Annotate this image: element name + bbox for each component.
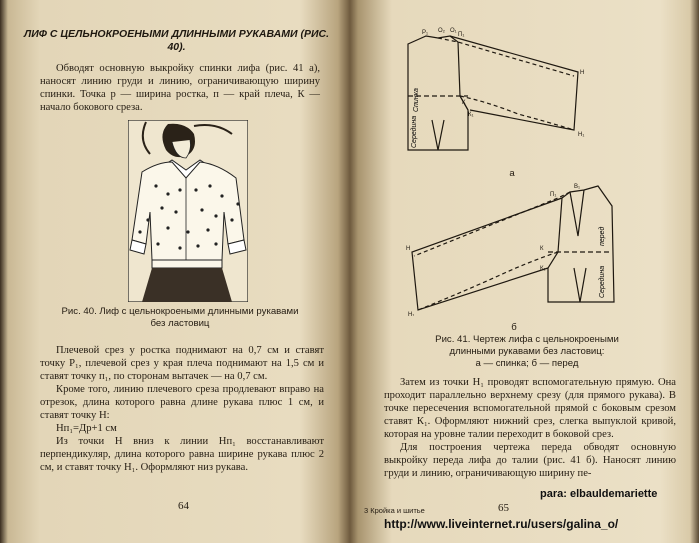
left-page [18,0,333,543]
svg-text:К₁: К₁ [540,266,546,272]
fig-a-letter: а [509,168,515,179]
formula: Нп₁=Др+1 см [56,423,117,434]
body-text-right [384,376,676,480]
figure-40-caption [30,306,330,330]
page-footer: 3 Кройка и шитье [364,506,425,515]
watermark-url: http://www.liveinternet.ru/users/galina_o/ [384,517,619,531]
svg-text:Н₁: Н₁ [578,132,585,138]
svg-text:П₁: П₁ [550,192,557,198]
watermark-credit: para: elbauldemariette [540,488,658,500]
section-heading: ЛИФ С ЦЕЛЬНОКРОЕНЫМИ ДЛИННЫМИ РУКАВАМИ (РИС. 40). [24,28,330,53]
svg-text:К: К [462,100,466,106]
figure-41-caption [392,334,662,370]
figure-41-caption-line2: длинными рукавами без ластовиц: [449,346,605,357]
svg-text:О₁: О₁ [450,28,457,34]
svg-text:Н: Н [406,246,411,252]
fig-b-letter: б [511,322,517,333]
svg-text:П₁: П₁ [458,32,465,38]
fig-a-back-label: Спинка [413,88,420,112]
fig-b-point-labels [406,184,580,316]
svg-text:Н: Н [580,70,585,76]
page-number-left: 64 [178,500,189,512]
right-page [362,0,687,543]
svg-text:Р₁: Р₁ [422,30,429,36]
right-paragraph-1: Затем из точки Н₁ проводят вспомогательную прямую. Она проходит параллельно верхнему срезу (для прямого рукава). В точке пересечения вспомогательной прямой с боковым срезом ставят К₁. Оформляют нижний срез, слегка выпуклой кривой, которая на уровне талии переходит в боковой срез. [384,377,676,440]
svg-text:К₁: К₁ [468,112,474,118]
body-paragraph-1: Плечевой срез у ростка поднимают на 0,7 см и ставят точку Р₁, плечевой срез у края плеча поднимают на 1,5 см и ставят точку п₁, по сторонам вытачек — на 0,7 см. [40,345,324,382]
body-paragraph-2: Кроме того, линию плечевого среза продлевают вправо на отрезок, длина которого равна длине рукава плюс 1 см, и ставят точку Н: [40,384,324,421]
figure-40-caption-line1: Рис. 40. Лиф с цельнокроеными длинными рукавами [61,306,299,317]
svg-text:К: К [540,246,544,252]
intro-text: Обводят основную выкройку спинки лифа (рис. 41 а), наносят линию груди и линию, ограничивающую ширину спинки. Точка р — ширина ростка, п — край плеча, К — начало бокового среза. [40,63,320,113]
figure-41-caption-line1: Рис. 41. Чертеж лифа с цельнокроеными [435,334,619,345]
fig-b-front-label: перед [599,226,606,246]
fig-a-mid-label: Середина [411,115,418,148]
right-paragraph-2: Для построения чертежа переда обводят основную выкройку переда лифа до талии (рис. 41 б). Наносят линию груди и линию, ограничивающую ширину пе- [384,442,676,479]
svg-text:О₂: О₂ [438,28,445,34]
page-number-right: 65 [498,502,509,514]
figure-41-caption-line3: а — спинка; б — перед [475,358,579,369]
figure-41a-drawing [398,24,638,164]
body-paragraph-3: Из точки Н вниз к линии Нп₁ восстанавливают перпендикуляр, длина которого равна ширине рукава плюс 2 см, и ставят точку Н₁. Оформляют низ рукава. [40,436,324,473]
figure-40-illustration [128,120,248,302]
intro-paragraph [40,62,320,114]
body-text-left [40,344,324,474]
figure-41b-drawing [398,176,648,316]
figure-40-caption-line2: без ластовиц [150,318,210,329]
fig-a-point-labels [422,28,584,138]
fig-b-mid-label: Середина [599,265,606,298]
svg-text:Н₁: Н₁ [408,312,415,316]
svg-text:В₁: В₁ [574,184,581,190]
